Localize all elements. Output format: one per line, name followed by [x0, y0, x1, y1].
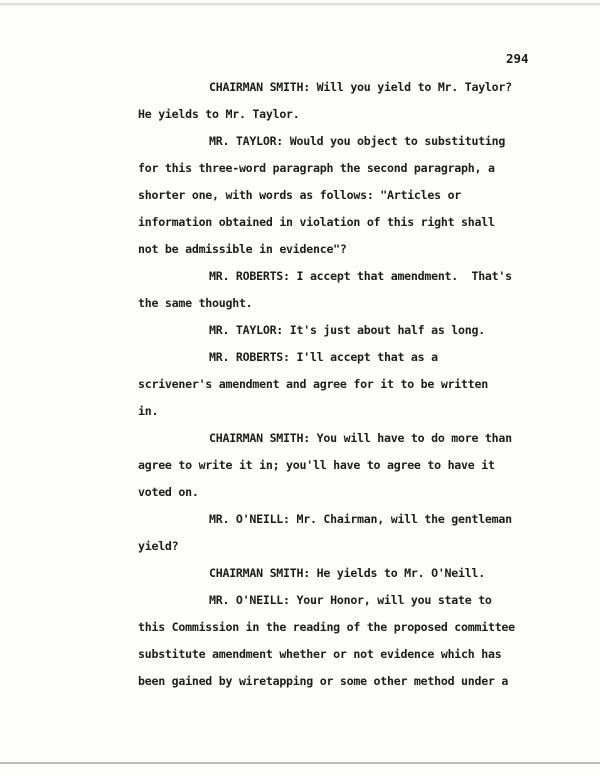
transcript-line: CHAIRMAN SMITH: He yields to Mr. O'Neill.: [209, 566, 485, 580]
transcript-line: substitute amendment whether or not evidence which has: [138, 647, 502, 661]
transcript-line: not be admissible in evidence"?: [138, 242, 347, 256]
transcript-line: shorter one, with words as follows: "Articles or: [138, 188, 462, 202]
transcript-line: for this three-word paragraph the second paragraph, a: [138, 161, 495, 175]
transcript-line: CHAIRMAN SMITH: Will you yield to Mr. Taylor?: [209, 80, 512, 94]
bottom-border: [0, 762, 600, 764]
transcript-line: yield?: [138, 539, 179, 553]
page-number: 294: [506, 51, 529, 66]
transcript-line: this Commission in the reading of the proposed committee: [138, 620, 515, 634]
transcript-line: MR. O'NEILL: Your Honor, will you state to: [209, 593, 492, 607]
transcript-line: in.: [138, 404, 159, 418]
transcript-line: been gained by wiretapping or some other method under a: [138, 674, 509, 688]
transcript-line: scrivener's amendment and agree for it to be written: [138, 377, 488, 391]
transcript-line: the same thought.: [138, 296, 253, 310]
transcript-line: He yields to Mr. Taylor.: [138, 107, 300, 121]
transcript-line: information obtained in violation of this right shall: [138, 215, 495, 229]
transcript-line: MR. TAYLOR: Would you object to substituting: [209, 134, 506, 148]
transcript-line: MR. TAYLOR: It's just about half as long.: [209, 323, 485, 337]
transcript-line: CHAIRMAN SMITH: You will have to do more than: [209, 431, 512, 445]
transcript-line: voted on.: [138, 485, 199, 499]
transcript-line: MR. ROBERTS: I'll accept that as a: [209, 350, 438, 364]
transcript-line: MR. ROBERTS: I accept that amendment. That's: [209, 269, 512, 283]
transcript-line: MR. O'NEILL: Mr. Chairman, will the gentleman: [209, 512, 512, 526]
transcript-line: agree to write it in; you'll have to agree to have it: [138, 458, 495, 472]
top-border: [0, 3, 600, 6]
